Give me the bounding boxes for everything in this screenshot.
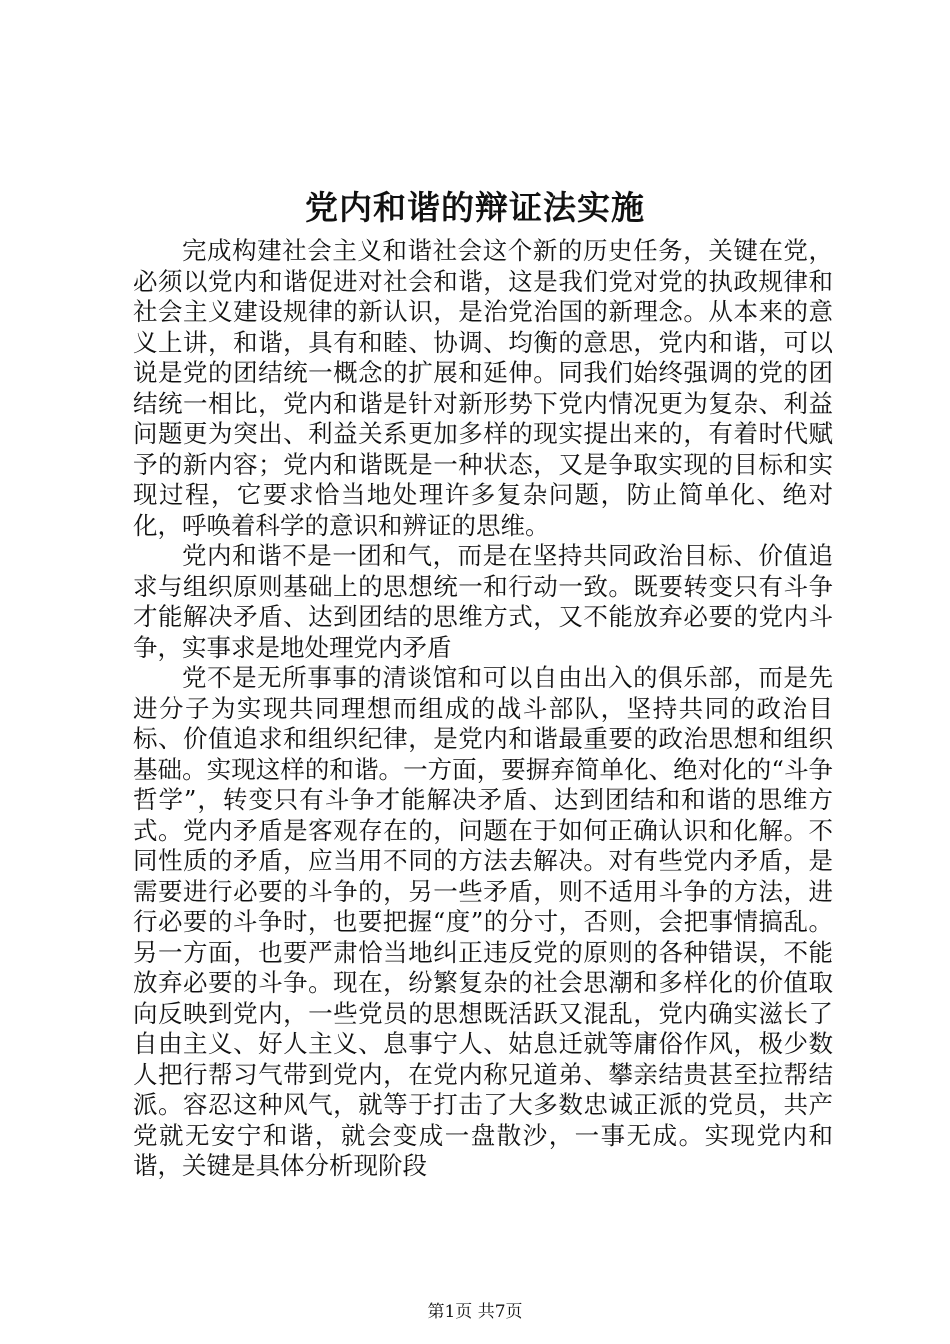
document-body: [133, 236, 833, 1182]
paragraph-3: 党不是无所事事的清谈馆和可以自由出入的俱乐部，而是先进分子为实现共同理想而组成的战斗部队，坚持共同的政治目标、价值追求和组织纪律，是党内和谐最重要的政治思想和组织基础。实现这样的和谐。一方面，要摒弃简单化、绝对化的“斗争哲学”，转变只有斗争才能解决矛盾、达到团结和和谐的思维方式。党内矛盾是客观存在的，问题在于如何正确认识和化解。不同性质的矛盾，应当用不同的方法去解决。对有些党内矛盾，是需要进行必要的斗争的，另一些矛盾，则不适用斗争的方法，进行必要的斗争时，也要把握“度”的分寸，否则，会把事情搞乱。另一方面，也要严肃恰当地纠正违反党的原则的各种错误，不能放弃必要的斗争。现在，纷繁复杂的社会思潮和多样化的价值取向反映到党内，一些党员的思想既活跃又混乱，党内确实滋长了自由主义、好人主义、息事宁人、姑息迁就等庸俗作风，极少数人把行帮习气带到党内，在党内称兄道弟、攀亲结贵甚至拉帮结派。容忍这种风气，就等于打击了大多数忠诚正派的党员，共产党就无安宁和谐，就会变成一盘散沙，一事无成。实现党内和谐，关键是具体分析现阶段: [133, 663, 833, 1180]
page-number-footer: 第1页 共7页: [427, 1302, 523, 1322]
paragraph-1: 完成构建社会主义和谐社会这个新的历史任务，关键在党，必须以党内和谐促进对社会和谐，这是我们党对党的执政规律和社会主义建设规律的新认识，是治党治国的新理念。从本来的意义上讲，和谐，具有和睦、协调、均衡的意思，党内和谐，可以说是党的团结统一概念的扩展和延伸。同我们始终强调的党的团结统一相比，党内和谐是针对新形势下党内情况更为复杂、利益问题更为突出、利益关系更加多样的现实提出来的，有着时代赋予的新内容；党内和谐既是一种状态，又是争取实现的目标和实现过程，它要求恰当地处理许多复杂问题，防止简单化、绝对化，呼唤着科学的意识和辨证的思维。: [133, 236, 833, 540]
document-title: 党内和谐的辩证法实施: [305, 188, 645, 227]
paragraph-2: 党内和谐不是一团和气，而是在坚持共同政治目标、价值追求与组织原则基础上的思想统一和行动一致。既要转变只有斗争才能解决矛盾、达到团结的思维方式，又不能放弃必要的党内斗争，实事求是地处理党内矛盾: [133, 541, 833, 662]
